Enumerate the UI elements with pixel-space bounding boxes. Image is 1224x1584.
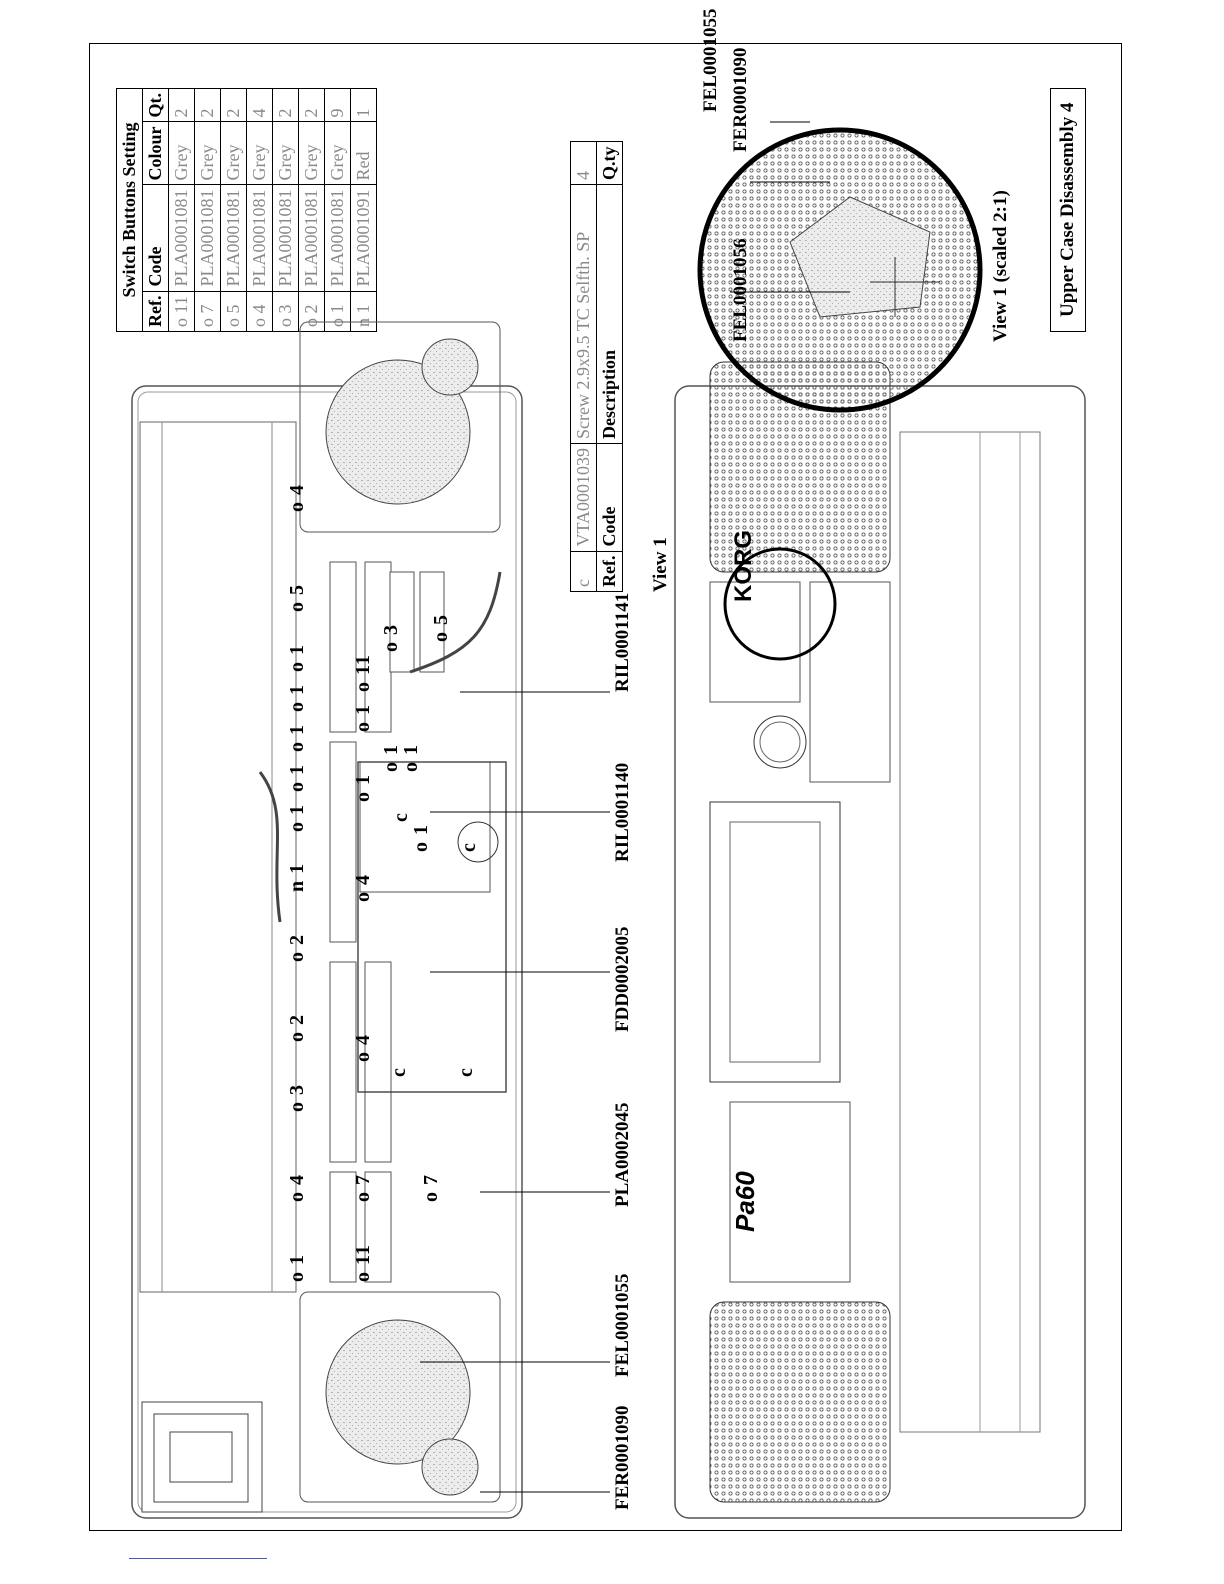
col-ref: Ref. <box>143 291 169 331</box>
cell: 2 <box>221 89 247 123</box>
cell: Grey <box>247 122 273 185</box>
cell: Red <box>351 122 377 185</box>
screw-c: c <box>388 1067 410 1077</box>
korg-logo: KORG <box>730 530 757 602</box>
ref-o4: o 4 <box>352 1034 374 1062</box>
label-fdd0002005: FDD0002005 <box>612 926 633 1032</box>
cell: o 7 <box>195 291 221 331</box>
cell: 2 <box>169 89 195 123</box>
screw-c: c <box>390 812 412 822</box>
cell: PLA0001081 <box>221 185 247 291</box>
ref-o2: o 2 <box>286 1014 308 1042</box>
ref-o1: o 1 <box>352 774 374 802</box>
cell: n 1 <box>351 291 377 331</box>
col-code: Code <box>143 185 169 291</box>
detail-caption: View 1 (scaled 2:1) <box>990 190 1011 342</box>
ref-o1: o 1 <box>286 724 308 752</box>
ref-o4: o 4 <box>286 1174 308 1202</box>
drawing-sheet <box>89 8 1122 1531</box>
screw-c: c <box>458 842 480 852</box>
col-code: Code <box>597 443 623 551</box>
label-pla0002045: PLA0002045 <box>612 1102 633 1207</box>
cell: 1 <box>351 89 377 123</box>
cell: PLA0001081 <box>247 185 273 291</box>
cell: PLA0001081 <box>195 185 221 291</box>
ref-o4: o 4 <box>286 484 308 512</box>
ref-o1: o 1 <box>352 704 374 732</box>
ref-o1: o 1 <box>286 764 308 792</box>
ref-o11: o 11 <box>352 1244 374 1282</box>
cell: PLA0001081 <box>169 185 195 291</box>
cell: 2 <box>299 89 325 123</box>
cell: 4 <box>247 89 273 123</box>
col-description: Description <box>597 184 623 443</box>
detail-label-fel0001056: FEL0001056 <box>730 238 751 342</box>
col-ref: Ref. <box>597 551 623 591</box>
ref-o11: o 11 <box>352 654 374 692</box>
screw-c: c <box>455 1067 477 1077</box>
pa60-logo: Pa60 <box>730 1171 760 1232</box>
cell: Grey <box>169 122 195 185</box>
detail-label-fel0001055: FEL0001055 <box>700 8 721 112</box>
cell: PLA0001091 <box>351 185 377 291</box>
view1-callout: View 1 <box>650 537 671 592</box>
ref-o1: o 1 <box>286 644 308 672</box>
ref-o1: o 1 <box>380 744 402 772</box>
rotated-drawing <box>90 8 1123 1532</box>
label-ril0001140: RIL0001140 <box>612 762 633 862</box>
cell: Grey <box>221 122 247 185</box>
cell: PLA0001081 <box>325 185 351 291</box>
ref-n1: n 1 <box>286 862 308 892</box>
title-box: Upper Case Disassembly 4 <box>1050 88 1086 332</box>
ref-o3: o 3 <box>286 1084 308 1112</box>
keyboard-drawing <box>90 44 1123 1532</box>
cell: Grey <box>273 122 299 185</box>
label-fel0001055: FEL0001055 <box>612 1273 633 1377</box>
cell: 4 <box>571 142 597 185</box>
cell: Grey <box>195 122 221 185</box>
switch-table-title: Switch Buttons Setting <box>117 89 143 332</box>
cell: PLA0001081 <box>273 185 299 291</box>
ref-o3: o 3 <box>380 624 402 652</box>
ref-o1: o 1 <box>410 824 432 852</box>
cell: Screw 2.9x9.5 TC Selfth. SP <box>571 184 597 443</box>
cell: Grey <box>325 122 351 185</box>
col-qty: Qt. <box>143 89 169 123</box>
cell: PLA0001081 <box>299 185 325 291</box>
cell: Grey <box>299 122 325 185</box>
label-fer0001090: FER0001090 <box>612 1405 633 1510</box>
ref-o5: o 5 <box>430 614 452 642</box>
upper-case-inner-view <box>132 322 522 1518</box>
footer-link-underline[interactable] <box>129 1558 267 1559</box>
cell: 2 <box>273 89 299 123</box>
cell: 9 <box>325 89 351 123</box>
ref-o2: o 2 <box>286 934 308 962</box>
cell: o 2 <box>299 291 325 331</box>
cell: c <box>571 551 597 591</box>
ref-o4: o 4 <box>352 874 374 902</box>
col-colour: Colour <box>143 122 169 185</box>
ref-o7: o 7 <box>352 1174 374 1202</box>
ref-o1: o 1 <box>400 744 422 772</box>
cell: o 11 <box>169 291 195 331</box>
cell: 2 <box>195 89 221 123</box>
cell: o 3 <box>273 291 299 331</box>
ref-o5: o 5 <box>286 584 308 612</box>
cell: o 1 <box>325 291 351 331</box>
cell: VTA0001039 <box>571 443 597 551</box>
ref-o1: o 1 <box>286 684 308 712</box>
label-ril0001141: RIL0001141 <box>612 592 633 692</box>
ref-o1: o 1 <box>286 1254 308 1282</box>
col-qty: Q.ty <box>597 142 623 185</box>
cell: o 5 <box>221 291 247 331</box>
ref-o7: o 7 <box>420 1174 442 1202</box>
cell: o 4 <box>247 291 273 331</box>
ref-o1: o 1 <box>286 804 308 832</box>
detail-label-fer0001090: FER0001090 <box>730 47 751 152</box>
